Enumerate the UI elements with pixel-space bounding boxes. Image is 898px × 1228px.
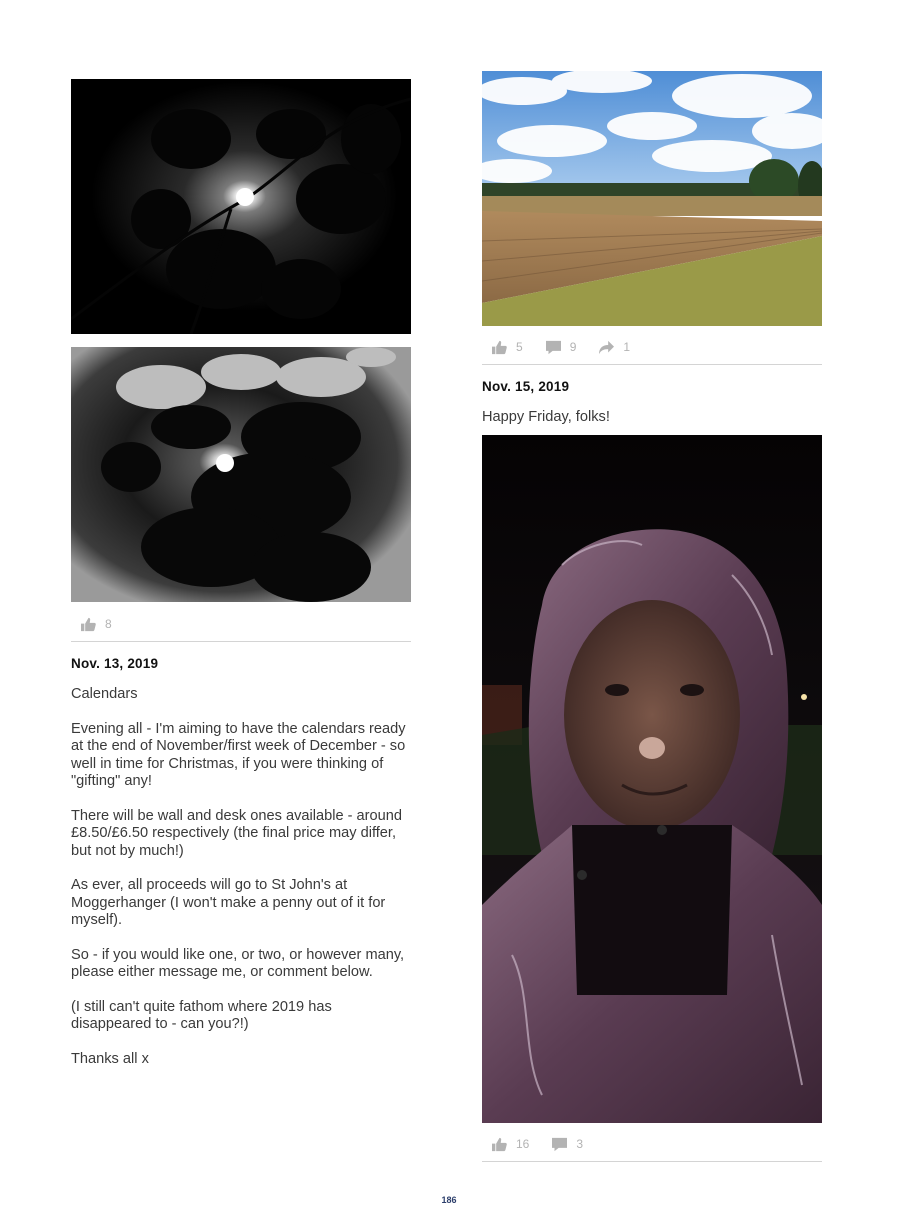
page-number: 186 (441, 1195, 457, 1205)
post-title: Calendars (71, 686, 138, 702)
post-paragraph: There will be wall and desk ones available - around £8.50/£6.50 respectively (the final price may differ, but not by much!) (71, 807, 402, 859)
right-post-stats-2 (491, 1133, 605, 1155)
like-count[interactable] (491, 340, 523, 355)
like-count[interactable] (491, 1137, 529, 1152)
post-paragraph: As ever, all proceeds will go to St John's at Moggerhanger (I won't make a penny out of it for myself). (71, 877, 386, 928)
comment-icon (545, 340, 562, 355)
like-count[interactable] (80, 617, 112, 632)
thumbs-up-icon (491, 340, 508, 355)
share-count-value: 1 (623, 340, 631, 354)
like-count-value: 5 (516, 340, 523, 354)
thumbs-up-icon (491, 1137, 508, 1152)
left-divider (71, 641, 411, 642)
share-icon (598, 340, 615, 355)
comment-count[interactable] (551, 1137, 583, 1152)
right-divider-2 (482, 1161, 822, 1162)
right-post-stats-1 (491, 336, 652, 358)
like-count-value: 16 (516, 1137, 530, 1151)
rainy-selfie-photo (482, 435, 822, 1123)
moon-behind-tree-photo (71, 347, 411, 602)
post-text: Happy Friday, folks! (482, 409, 610, 425)
field-landscape-photo (482, 71, 822, 326)
left-post-stats (80, 613, 134, 635)
comment-count-value: 3 (576, 1137, 584, 1151)
share-count[interactable] (598, 340, 630, 355)
moon-through-branches-photo (71, 79, 411, 334)
comment-count[interactable] (545, 340, 577, 355)
post-paragraph: Evening all - I'm aiming to have the calendars ready at the end of November/first week of December - so well in time for Christmas, if you were thinking of "gifting" any! (71, 720, 406, 789)
post-body (71, 686, 416, 1085)
like-count-value: 8 (105, 617, 112, 631)
post-paragraph: So - if you would like one, or two, or however many, please either message me, or comment below. (71, 946, 405, 980)
post-paragraph: (I still can't quite fathom where 2019 has disappeared to - can you?!) (71, 998, 332, 1032)
post-date: Nov. 13, 2019 (71, 656, 159, 671)
post-paragraph: Thanks all x (71, 1050, 149, 1067)
post-date: Nov. 15, 2019 (482, 379, 570, 394)
comment-count-value: 9 (569, 340, 577, 354)
thumbs-up-icon (80, 617, 97, 632)
comment-icon (551, 1137, 568, 1152)
right-divider-1 (482, 364, 822, 365)
